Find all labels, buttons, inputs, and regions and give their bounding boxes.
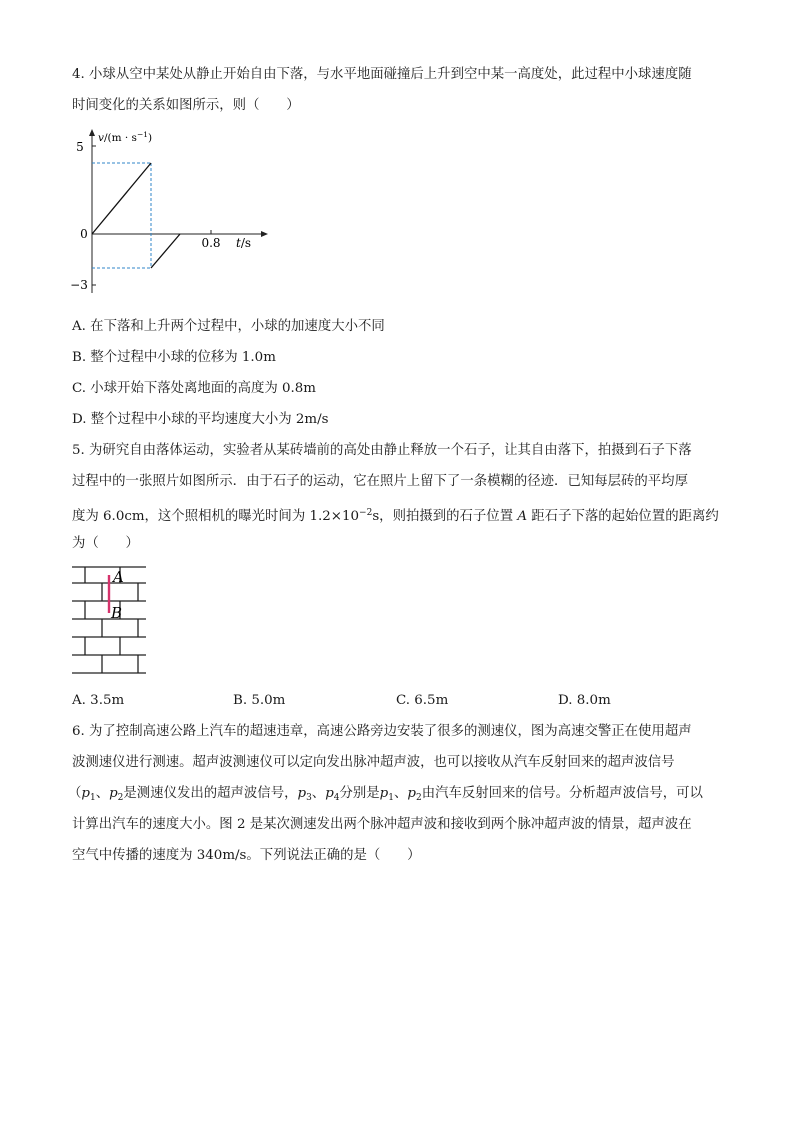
y-axis-arrow: [89, 129, 95, 136]
q4-option-b: B. 整个过程中小球的位移为 1.0m: [72, 350, 276, 365]
fall-segment: [92, 163, 151, 234]
label-b: B: [111, 604, 123, 622]
q5-stem-line3: 度为 6.0cm，这个照相机的曝光时间为 $1.2\times 10^{-2}s$，则拍摄到的石子位置 A 距石子下落的起始位置的距离约: [72, 508, 719, 524]
q6-stem-line5: 空气中传播的速度为 340m/s。下列说法正确的是（ ）: [72, 848, 421, 863]
q5-stem-line4: 为（ ）: [72, 536, 139, 551]
q6-stem-line1: 6. 为了控制高速公路上汽车的超速违章，高速公路旁边安装了很多的测速仪，图为高速交警正在使用超声: [72, 724, 692, 739]
rise-segment: [151, 234, 180, 268]
q6-stem-line3: （$p_1$、$p_2$是测速仪发出的超声波信号，$p_3$、$p_4$分别是$p_1$、$p_2$由汽车反射回来的信号。分析超声波信号，可以: [68, 786, 703, 803]
q4-stem-line1: 4. 小球从空中某处从静止开始自由下落，与水平地面碰撞后上升到空中某一高度处，此过程中小球速度随: [72, 67, 692, 82]
q5-option-d: D. 8.0m: [558, 693, 611, 708]
q4-option-c: C. 小球开始下落处离地面的高度为 0.8m: [72, 381, 316, 396]
q5-option-c: C. 6.5m: [396, 693, 449, 708]
q5-brick-wall-figure: [72, 565, 148, 677]
tick-x-0.8: 0.8: [201, 236, 221, 250]
q6-stem-line2: 波测速仪进行测速。超声波测速仪可以定向发出脉冲超声波，也可以接收从汽车反射回来的超声波信号: [72, 755, 675, 770]
q4-option-a: A. 在下落和上升两个过程中，小球的加速度大小不同: [72, 319, 385, 334]
q5-option-b: B. 5.0m: [233, 693, 286, 708]
tick-y-neg3: −3: [70, 278, 88, 292]
tick-origin: 0: [80, 227, 88, 241]
q5-stem-line2: 过程中的一张照片如图所示．由于石子的运动，它在照片上留下了一条模糊的径迹．已知每层砖的平均厚: [72, 474, 688, 489]
q5-stem-line1: 5. 为研究自由落体运动，实验者从某砖墙前的高处由静止释放一个石子，让其自由落下，拍摄到石子下落: [72, 443, 692, 458]
q4-stem-line2: 时间变化的关系如图所示，则（ ）: [72, 98, 300, 113]
label-a: A: [113, 568, 124, 586]
x-axis-arrow: [261, 231, 268, 237]
y-axis-label: $v/(m \cdot s^{-1})$: [98, 130, 153, 144]
q4-velocity-time-graph: [60, 125, 280, 300]
tick-y-5: 5: [76, 140, 84, 154]
q6-stem-line4: 计算出汽车的速度大小。图 2 是某次测速发出两个脉冲超声波和接收到两个脉冲超声波的情景，超声波在: [72, 817, 692, 832]
q5-option-a: A. 3.5m: [72, 693, 125, 708]
q4-option-d: D. 整个过程中小球的平均速度大小为 2m/s: [72, 412, 329, 427]
x-axis-label: t/s: [236, 236, 252, 250]
